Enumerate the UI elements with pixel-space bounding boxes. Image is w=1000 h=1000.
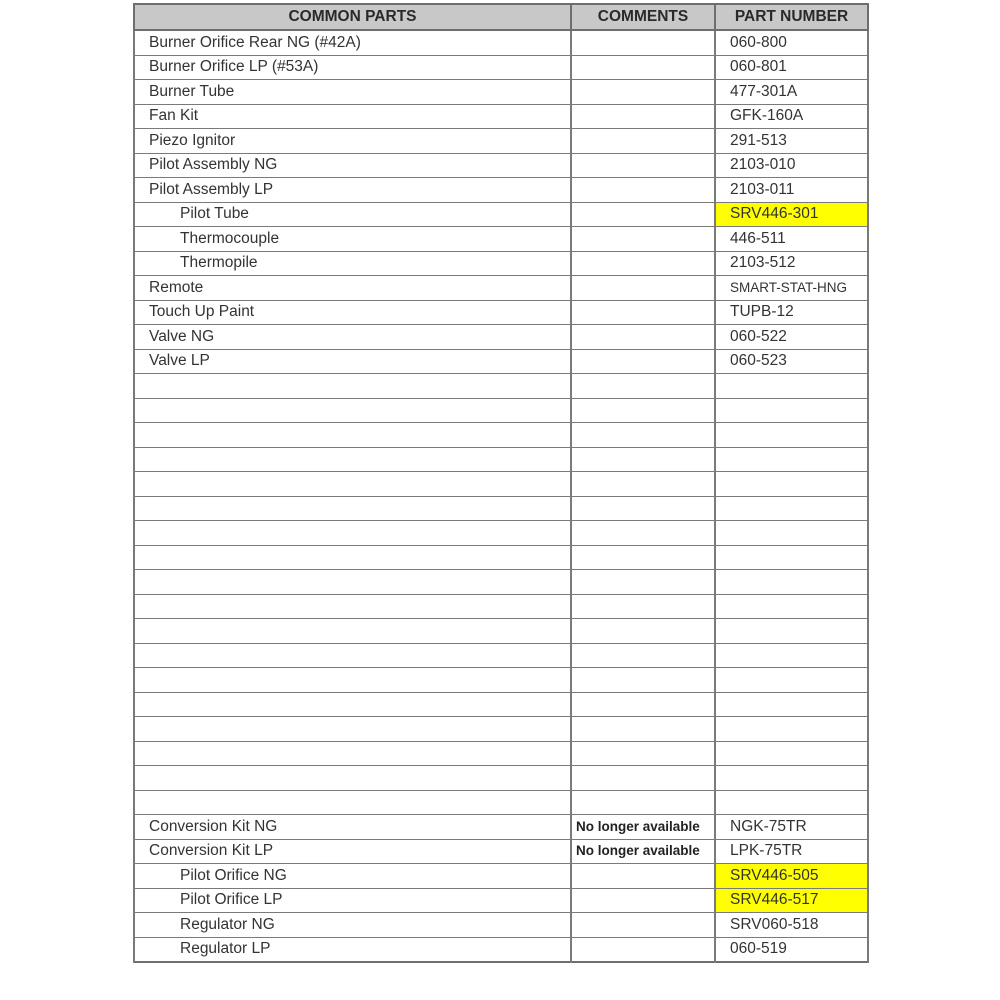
part-name-cell (134, 545, 571, 570)
part-name-cell (134, 521, 571, 546)
comment-cell (571, 790, 715, 815)
part-name-cell: Piezo Ignitor (134, 129, 571, 154)
table-row (134, 668, 868, 693)
table-row (134, 937, 868, 962)
table-row (134, 251, 868, 276)
comment-cell (571, 178, 715, 203)
part-number-cell: 060-800 (715, 30, 868, 55)
part-number-cell: NGK-75TR (715, 815, 868, 840)
table-row (134, 104, 868, 129)
comment-cell (571, 496, 715, 521)
part-name-cell: Pilot Orifice NG (134, 864, 571, 889)
part-number-cell (715, 447, 868, 472)
part-name-cell: Pilot Tube (134, 202, 571, 227)
table-row (134, 766, 868, 791)
part-name-cell: Thermocouple (134, 227, 571, 252)
comment-cell (571, 913, 715, 938)
comment-cell (571, 619, 715, 644)
part-number-cell: SMART-STAT-HNG (715, 276, 868, 301)
table-row (134, 325, 868, 350)
part-number-cell: 060-523 (715, 349, 868, 374)
comment-cell (571, 104, 715, 129)
part-number-cell: 477-301A (715, 80, 868, 105)
part-name-cell: Pilot Orifice LP (134, 888, 571, 913)
part-name-cell (134, 423, 571, 448)
part-number-cell (715, 545, 868, 570)
comment-cell (571, 447, 715, 472)
comment-cell (571, 374, 715, 399)
comment-cell: No longer available (571, 815, 715, 840)
comment-cell (571, 570, 715, 595)
part-number-cell (715, 790, 868, 815)
table-row (134, 692, 868, 717)
comment-cell (571, 153, 715, 178)
comment-cell (571, 30, 715, 55)
comment-cell (571, 594, 715, 619)
header-common-parts: COMMON PARTS (134, 4, 571, 30)
part-name-cell (134, 472, 571, 497)
comment-cell (571, 349, 715, 374)
comment-cell (571, 423, 715, 448)
comment-cell (571, 55, 715, 80)
part-number-cell (715, 423, 868, 448)
part-number-cell (715, 668, 868, 693)
part-number-cell: 291-513 (715, 129, 868, 154)
part-name-cell (134, 496, 571, 521)
part-name-cell: Burner Orifice LP (#53A) (134, 55, 571, 80)
parts-table (133, 3, 869, 963)
part-name-cell (134, 692, 571, 717)
comment-cell (571, 129, 715, 154)
part-number-cell (715, 717, 868, 742)
table-row (134, 300, 868, 325)
table-body (134, 30, 868, 962)
comment-cell (571, 202, 715, 227)
comment-cell (571, 521, 715, 546)
part-number-cell (715, 619, 868, 644)
part-number-cell (715, 570, 868, 595)
part-name-cell: Pilot Assembly LP (134, 178, 571, 203)
part-number-cell (715, 398, 868, 423)
comment-cell (571, 227, 715, 252)
part-name-cell (134, 741, 571, 766)
part-number-cell: 060-519 (715, 937, 868, 962)
part-number-cell (715, 521, 868, 546)
table-row (134, 594, 868, 619)
part-number-cell (715, 741, 868, 766)
part-name-cell (134, 594, 571, 619)
part-name-cell: Fan Kit (134, 104, 571, 129)
table-row (134, 570, 868, 595)
part-name-cell (134, 570, 571, 595)
part-name-cell: Valve LP (134, 349, 571, 374)
part-name-cell: Valve NG (134, 325, 571, 350)
part-number-cell: 060-801 (715, 55, 868, 80)
table-row (134, 496, 868, 521)
part-number-cell: 060-522 (715, 325, 868, 350)
table-row (134, 545, 868, 570)
comment-cell (571, 472, 715, 497)
table-row (134, 30, 868, 55)
part-name-cell: Remote (134, 276, 571, 301)
comment-cell (571, 325, 715, 350)
part-number-cell: SRV446-301 (715, 202, 868, 227)
table-row (134, 619, 868, 644)
comment-cell (571, 741, 715, 766)
part-name-cell (134, 447, 571, 472)
comment-cell (571, 276, 715, 301)
comment-cell (571, 251, 715, 276)
part-name-cell: Regulator LP (134, 937, 571, 962)
part-name-cell (134, 398, 571, 423)
part-name-cell (134, 668, 571, 693)
comment-cell (571, 545, 715, 570)
part-name-cell: Burner Orifice Rear NG (#42A) (134, 30, 571, 55)
comment-cell (571, 864, 715, 889)
part-name-cell (134, 766, 571, 791)
table-row (134, 349, 868, 374)
part-number-cell: 446-511 (715, 227, 868, 252)
table-row (134, 888, 868, 913)
comment-cell (571, 937, 715, 962)
part-number-cell: SRV060-518 (715, 913, 868, 938)
part-name-cell: Touch Up Paint (134, 300, 571, 325)
table-row (134, 398, 868, 423)
table-row (134, 472, 868, 497)
part-number-cell (715, 643, 868, 668)
part-name-cell: Pilot Assembly NG (134, 153, 571, 178)
part-number-cell: 2103-011 (715, 178, 868, 203)
table-row (134, 80, 868, 105)
table-row (134, 790, 868, 815)
table-row (134, 153, 868, 178)
part-number-cell: 2103-512 (715, 251, 868, 276)
header-comments: COMMENTS (571, 4, 715, 30)
comment-cell (571, 888, 715, 913)
comment-cell (571, 668, 715, 693)
part-number-cell (715, 594, 868, 619)
table-row (134, 447, 868, 472)
table-row (134, 864, 868, 889)
part-number-cell: SRV446-505 (715, 864, 868, 889)
table-row (134, 178, 868, 203)
comment-cell (571, 717, 715, 742)
table-row (134, 643, 868, 668)
table-row (134, 55, 868, 80)
comment-cell (571, 80, 715, 105)
part-number-cell (715, 374, 868, 399)
comment-cell (571, 692, 715, 717)
comment-cell (571, 643, 715, 668)
table-row (134, 202, 868, 227)
part-number-cell: 2103-010 (715, 153, 868, 178)
table-row (134, 913, 868, 938)
comment-cell (571, 398, 715, 423)
part-name-cell: Regulator NG (134, 913, 571, 938)
table-row (134, 839, 868, 864)
part-number-cell (715, 472, 868, 497)
table-header-row (134, 4, 868, 30)
table-row (134, 423, 868, 448)
part-name-cell: Thermopile (134, 251, 571, 276)
table-row (134, 741, 868, 766)
part-number-cell: SRV446-517 (715, 888, 868, 913)
part-name-cell: Burner Tube (134, 80, 571, 105)
comment-cell: No longer available (571, 839, 715, 864)
part-name-cell (134, 619, 571, 644)
table-row (134, 129, 868, 154)
part-number-cell: LPK-75TR (715, 839, 868, 864)
part-name-cell: Conversion Kit NG (134, 815, 571, 840)
table-row (134, 521, 868, 546)
part-number-cell (715, 766, 868, 791)
part-name-cell (134, 717, 571, 742)
part-number-cell (715, 496, 868, 521)
comment-cell (571, 300, 715, 325)
table-row (134, 815, 868, 840)
table-row (134, 276, 868, 301)
part-name-cell: Conversion Kit LP (134, 839, 571, 864)
table-row (134, 717, 868, 742)
part-number-cell: TUPB-12 (715, 300, 868, 325)
header-part-number: PART NUMBER (715, 4, 868, 30)
part-name-cell (134, 643, 571, 668)
part-number-cell (715, 692, 868, 717)
part-name-cell (134, 374, 571, 399)
part-name-cell (134, 790, 571, 815)
comment-cell (571, 766, 715, 791)
table-row (134, 374, 868, 399)
part-number-cell: GFK-160A (715, 104, 868, 129)
table-row (134, 227, 868, 252)
